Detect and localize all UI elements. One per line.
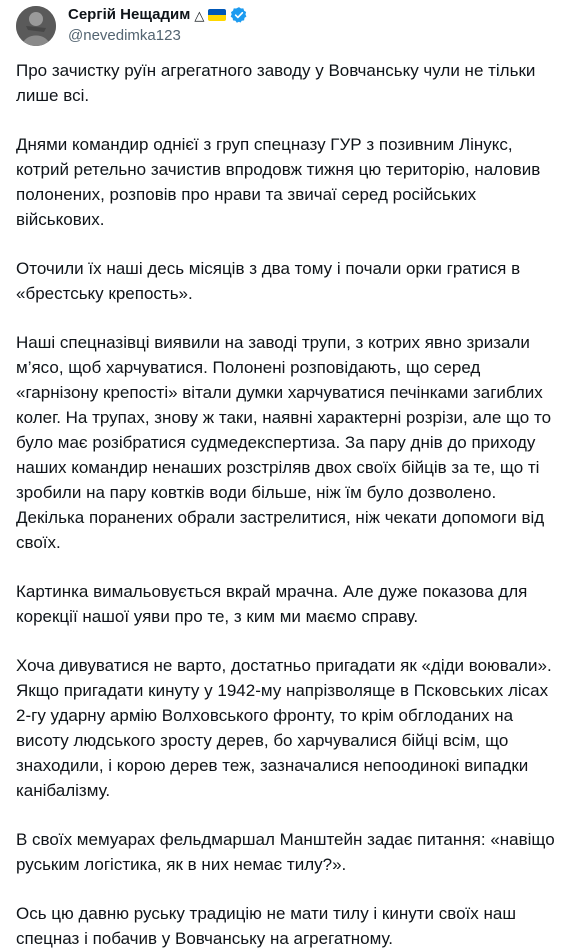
tweet-paragraph: Наші спецназівці виявили на заводі трупи, з котрих явно зризали м’ясо, щоб харчуватися. Полонені розповідають, що серед «гарнізону крепості» вітали думки харчуватися печінками загиблих колег. На трупах, знову ж таки, наявні характерні розрізи, але що то було має розібратися судмедекспертиза. За пару днів до приходу наших командир ненаших розстріляв двох своїх бійців за те, що ті зробили на пару ковтків води більше, ніж їм було дозволено. Декілька поранених обрали застрелитися, ніж чекати допомоги від своїх. (16, 333, 552, 552)
tweet-paragraph: Хоча дивуватися не варто, достатньо пригадати як «діди воювали». Якщо пригадати кинуту у 1942-му напрізволяще в Псковських лісах 2-гу ударну армію Волховського фронту, то крім обглоданих на висоту людського зросту дерев, бо харчувалися бійці всім, що знаходили, і корою дерев теж, зазначалися непоодинокі випадки канібалізму. (16, 656, 552, 800)
name-extras (194, 6, 248, 24)
tweet-text (16, 58, 567, 951)
display-name[interactable]: Сергій Нещадим (68, 6, 191, 23)
tweet-paragraph: Картинка вимальовується вкрай мрачна. Але дуже показова для корекції нашої уяви про те, з ким ми маємо справу. (16, 582, 528, 626)
delta-icon: △ (194, 7, 205, 23)
tweet-paragraph: Днями командир однієї з груп спецназу ГУР з позивним Лінукс, котрий ретельно зачистив впродовж тижня цю територію, наловив полонених, розповів про нрави та звичаї серед російських військових. (16, 135, 541, 229)
author-block (68, 4, 548, 46)
ukraine-flag-icon (208, 9, 226, 21)
name-row (68, 4, 548, 26)
tweet-paragraph: Про зачистку руїн агрегатного заводу у Вовчанську чули не тільки лише всі. (16, 61, 536, 105)
user-handle[interactable]: @nevedimka123 (68, 27, 181, 44)
avatar-photo (16, 6, 56, 46)
tweet-paragraph: В своїх мемуарах фельдмаршал Манштейн задає питання: «навіщо руським логістика, як в них немає тилу?». (16, 830, 555, 874)
avatar[interactable] (16, 6, 56, 46)
tweet-paragraph: Оточили їх наші десь місяців з два тому і почали орки гратися в «брестську крепость». (16, 259, 521, 303)
tweet-paragraph: Ось цю давню руську традицію не мати тилу і кинути своїх наш спецназ і побачив у Вовчанську на агрегатному. (16, 904, 516, 948)
tweet-header (16, 4, 567, 46)
verified-badge-icon[interactable] (230, 6, 248, 24)
flag-yellow-stripe (208, 15, 226, 21)
